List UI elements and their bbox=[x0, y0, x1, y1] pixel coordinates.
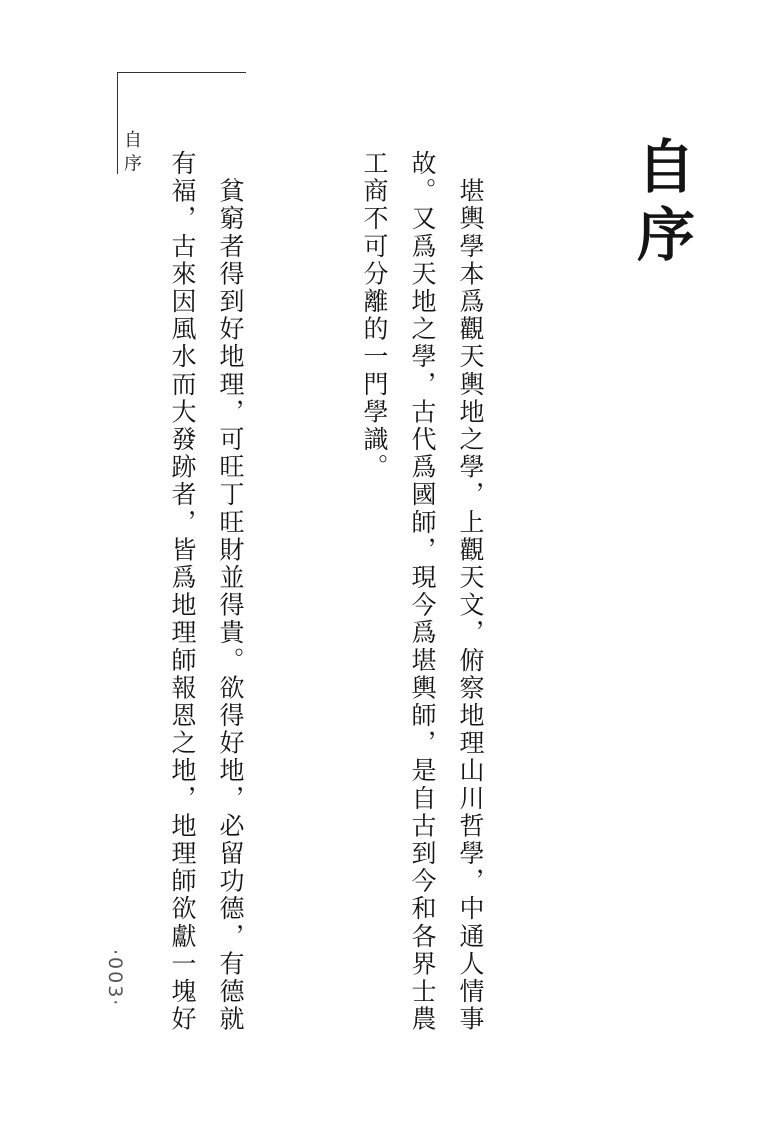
body-text bbox=[150, 150, 590, 1050]
running-head: 自 序 bbox=[121, 130, 142, 172]
paragraph-1: 堪輿學本爲觀天輿地之學，上觀天文，俯察地理山川哲學，中通人情事故。又爲天地之學，古代爲國師，現今爲堪輿師，是自古到今和各界士農工商不可分離的一門學識。 bbox=[360, 150, 485, 1034]
page-title: 自序 bbox=[627, 136, 695, 272]
paragraph-2: 貧窮者得到好地理，可旺丁旺財並得貴。欲得好地，必留功德，有德就有福，古來因風水而大發跡者，皆爲地理師報恩之地，地理師欲獻一塊好 bbox=[168, 150, 245, 1034]
page-number: ·003· bbox=[104, 948, 126, 1008]
header-rule bbox=[118, 72, 246, 73]
